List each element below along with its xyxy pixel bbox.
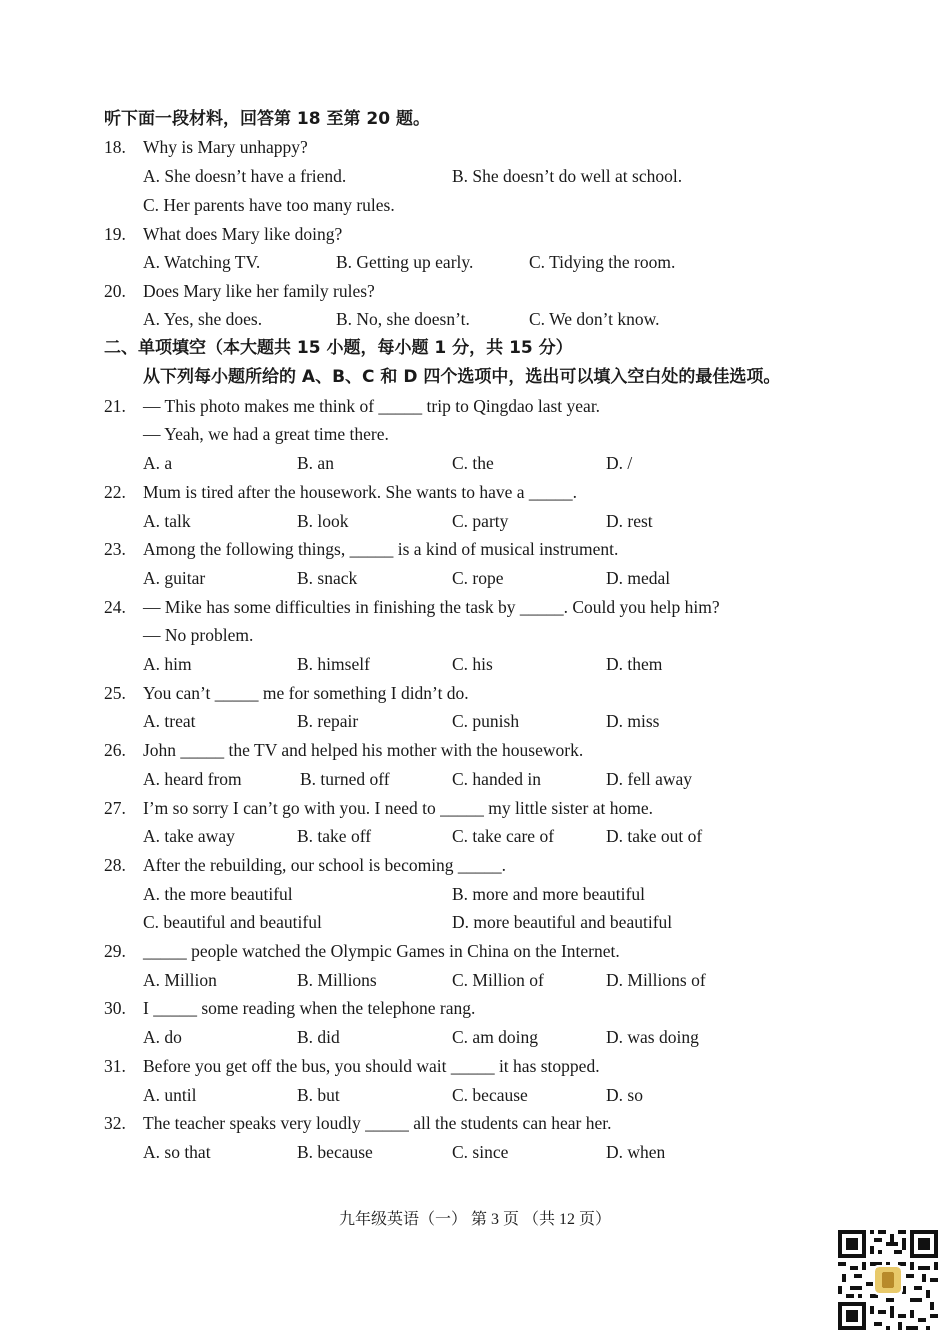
option-d: D. fell away: [606, 769, 693, 789]
question-number: 24.: [104, 597, 126, 617]
listening-header: 听下面一段材料，回答第 18 至第 20 题。: [104, 109, 430, 129]
question-number: 27.: [104, 798, 126, 818]
question-number: 21.: [104, 396, 126, 416]
option-b: B. snack: [297, 568, 358, 588]
question-stem: Before you get off the bus, you should wait _____ it has stopped.: [143, 1056, 600, 1076]
option-d: D. /: [606, 453, 633, 473]
option-c: C. take care of: [452, 826, 555, 846]
option-c: C. handed in: [452, 769, 541, 789]
question-stem: I _____ some reading when the telephone rang.: [143, 998, 476, 1018]
option-c: C. Tidying the room.: [529, 252, 676, 272]
question-stem: You can’t _____ me for something I didn’t do.: [143, 683, 469, 703]
option-c: C. Million of: [452, 970, 544, 990]
question-number: 25.: [104, 683, 126, 703]
option-c: C. his: [452, 654, 493, 674]
question-stem: _____ people watched the Olympic Games in China on the Internet.: [143, 941, 620, 961]
option-a: A. so that: [143, 1142, 211, 1162]
question-number: 19.: [104, 224, 126, 244]
option-b: B. himself: [297, 654, 370, 674]
option-a: A. She doesn’t have a friend.: [143, 166, 347, 186]
option-a: A. heard from: [143, 769, 242, 789]
option-c: C. rope: [452, 568, 504, 588]
option-b: B. turned off: [300, 769, 390, 789]
question-number: 29.: [104, 941, 126, 961]
question-stem: John _____ the TV and helped his mother with the housework.: [143, 740, 584, 760]
question-stem: I’m so sorry I can’t go with you. I need to _____ my little sister at home.: [143, 798, 654, 818]
option-b: B. Millions: [297, 970, 377, 990]
option-a: A. a: [143, 453, 173, 473]
question-number: 18.: [104, 137, 126, 157]
option-a: A. until: [143, 1085, 197, 1105]
question-stem: Among the following things, _____ is a kind of musical instrument.: [143, 539, 619, 559]
option-b: B. She doesn’t do well at school.: [452, 166, 683, 186]
question-stem: Why is Mary unhappy?: [143, 137, 308, 157]
question-number: 22.: [104, 482, 126, 502]
option-b: B. look: [297, 511, 349, 531]
question-number: 26.: [104, 740, 126, 760]
option-b: B. an: [297, 453, 334, 473]
option-d: D. miss: [606, 711, 660, 731]
option-a: A. take away: [143, 826, 235, 846]
page-footer: 九年级英语（一） 第 3 页 （共 12 页）: [338, 1211, 611, 1228]
option-c: C. punish: [452, 711, 520, 731]
question-stem-reply: — Yeah, we had a great time there.: [143, 424, 389, 444]
option-c: C. the: [452, 453, 494, 473]
question-stem: Does Mary like her family rules?: [143, 281, 375, 301]
qr-code-icon: [838, 1230, 938, 1330]
option-a: A. guitar: [143, 568, 206, 588]
option-a: A. Watching TV.: [143, 252, 261, 272]
question-stem: Mum is tired after the housework. She wants to have a _____.: [143, 482, 578, 502]
option-b: B. No, she doesn’t.: [336, 309, 470, 329]
question-stem: — This photo makes me think of _____ trip to Qingdao last year.: [143, 396, 601, 416]
option-a: A. do: [143, 1027, 182, 1047]
option-b: B. repair: [297, 711, 359, 731]
section2-instruction: 从下列每小题所给的 A、B、C 和 D 四个选项中，选出可以填入空白处的最佳选项。: [143, 367, 781, 387]
question-number: 32.: [104, 1113, 126, 1133]
option-d: D. take out of: [606, 826, 703, 846]
option-b: B. Getting up early.: [336, 252, 474, 272]
option-d: D. so: [606, 1085, 643, 1105]
option-a: A. him: [143, 654, 192, 674]
option-d: D. when: [606, 1142, 666, 1162]
option-a: A. Million: [143, 970, 217, 990]
option-c: C. because: [452, 1085, 528, 1105]
option-c: C. beautiful and beautiful: [143, 912, 322, 932]
option-d: D. rest: [606, 511, 653, 531]
option-a: A. talk: [143, 511, 191, 531]
question-stem: What does Mary like doing?: [143, 224, 343, 244]
option-d: D. Millions of: [606, 970, 706, 990]
option-d: D. more beautiful and beautiful: [452, 912, 673, 932]
option-b: B. but: [297, 1085, 340, 1105]
question-number: 23.: [104, 539, 126, 559]
question-number: 30.: [104, 998, 126, 1018]
option-a: A. treat: [143, 711, 196, 731]
option-a: A. Yes, she does.: [143, 309, 263, 329]
option-d: D. them: [606, 654, 663, 674]
option-c: C. We don’t know.: [529, 309, 660, 329]
option-b: B. did: [297, 1027, 340, 1047]
question-number: 28.: [104, 855, 126, 875]
option-c: C. am doing: [452, 1027, 539, 1047]
option-b: B. take off: [297, 826, 372, 846]
option-c: C. since: [452, 1142, 509, 1162]
option-c: C. party: [452, 511, 509, 531]
question-stem: — Mike has some difficulties in finishing the task by _____. Could you help him?: [143, 597, 720, 617]
question-stem: The teacher speaks very loudly _____ all the students can hear her.: [143, 1113, 612, 1133]
question-number: 31.: [104, 1056, 126, 1076]
option-d: D. medal: [606, 568, 671, 588]
option-b: B. because: [297, 1142, 373, 1162]
option-c: C. Her parents have too many rules.: [143, 195, 395, 215]
option-d: D. was doing: [606, 1027, 699, 1047]
question-stem: After the rebuilding, our school is becoming _____.: [143, 855, 507, 875]
option-a: A. the more beautiful: [143, 884, 293, 904]
question-number: 20.: [104, 281, 126, 301]
section2-header: 二、单项填空（本大题共 15 小题，每小题 1 分，共 15 分）: [104, 338, 573, 358]
option-b: B. more and more beautiful: [452, 884, 645, 904]
question-stem-reply: — No problem.: [143, 625, 254, 645]
